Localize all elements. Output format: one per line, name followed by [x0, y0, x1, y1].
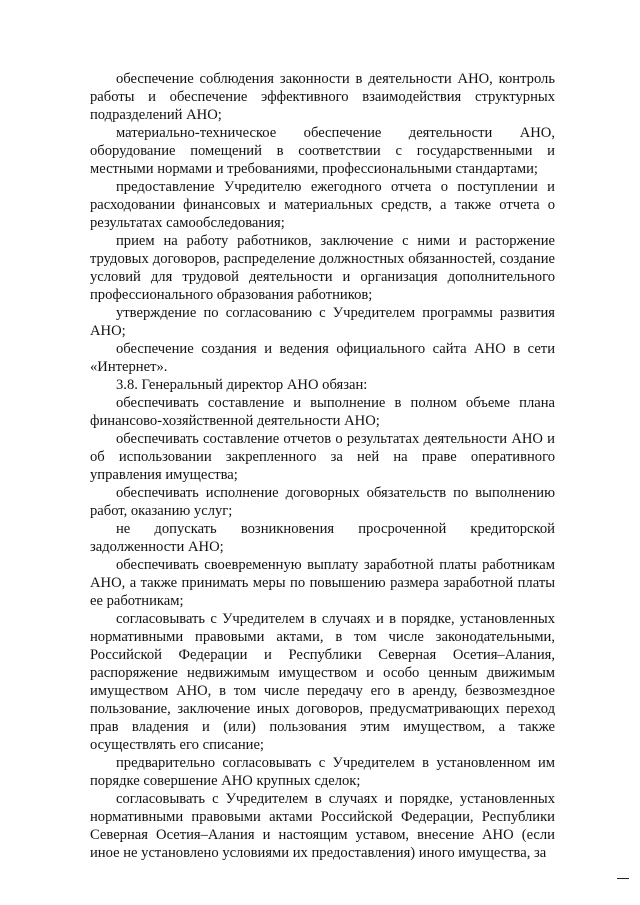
corner-dash-mark	[617, 878, 629, 879]
paragraph-5: утверждение по согласованию с Учредителем программы развития АНО;	[90, 305, 555, 339]
paragraph-4: прием на работу работников, заключение с ними и расторжение трудовых договоров, распределение должностных обязанностей, создание условий для трудовой деятельности и организация дополнительного профессионального образования работников;	[90, 233, 555, 303]
paragraph-15: согласовывать с Учредителем в случаях и порядке, установленных нормативными правовыми актами Российской Федерации, Республики Северная Осетия–Алания и настоящим уставом, внесение АНО (если иное не установлено условиями их предоставления) иного имущества, за	[90, 791, 555, 861]
paragraph-14: предварительно согласовывать с Учредителем в установленном им порядке совершение АНО крупных сделок;	[90, 755, 555, 789]
paragraph-8: обеспечивать составление и выполнение в полном объеме плана финансово-хозяйственной деятельности АНО;	[90, 395, 555, 429]
paragraph-11: не допускать возникновения просроченной кредиторской задолженности АНО;	[90, 521, 555, 555]
section-heading-3-8: 3.8. Генеральный директор АНО обязан:	[116, 377, 368, 393]
paragraph-10: обеспечивать исполнение договорных обязательств по выполнению работ, оказанию услуг;	[90, 485, 555, 519]
paragraph-2: материально-техническое обеспечение деятельности АНО, оборудование помещений в соответствии с государственными и местными нормами и требованиями, профессиональными стандартами;	[90, 125, 555, 177]
paragraph-12: обеспечивать своевременную выплату заработной платы работникам АНО, а также принимать меры по повышению размера заработной платы ее работникам;	[90, 557, 555, 609]
paragraph-13: согласовывать с Учредителем в случаях и в порядке, установленных нормативными правовыми актами, в том числе законодательными, Российской Федерации и Республики Северная Осетия–Алания, распоряжение недвижимым имуществом и особо ценным движимым имуществом АНО, в том числе передачу его в аренду, безвозмездное пользование, заключение иных договоров, предусматривающих переход прав владения и (или) пользования этим имуществом, а также осуществлять его списание;	[90, 611, 555, 753]
paragraph-6: обеспечение создания и ведения официального сайта АНО в сети «Интернет».	[90, 341, 555, 375]
paragraph-1: обеспечение соблюдения законности в деятельности АНО, контроль работы и обеспечение эффективного взаимодействия структурных подразделений АНО;	[90, 71, 555, 123]
paragraph-3: предоставление Учредителю ежегодного отчета о поступлении и расходовании финансовых и материальных средств, а также отчета о результатах самообследования;	[90, 179, 555, 231]
document-body	[90, 70, 555, 862]
paragraph-9: обеспечивать составление отчетов о результатах деятельности АНО и об использовании закрепленного за ней на праве оперативного управления имущества;	[90, 431, 555, 483]
